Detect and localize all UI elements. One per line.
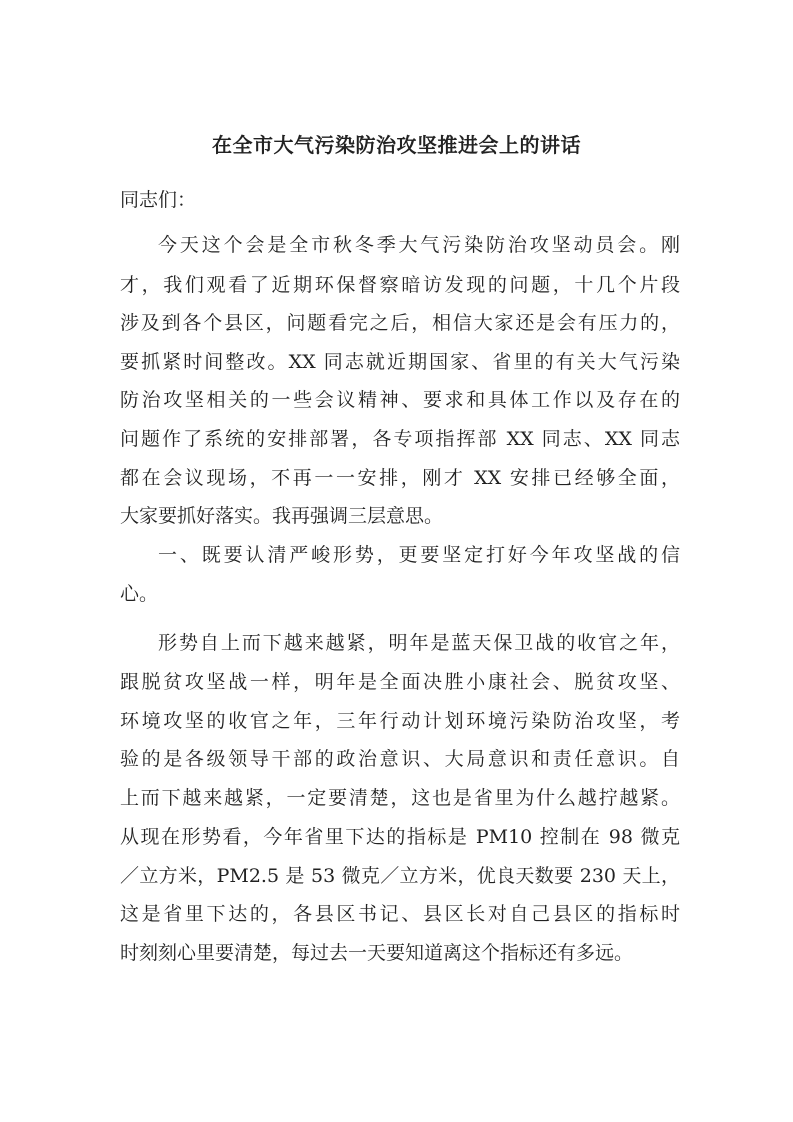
paragraph-line: 问题作了系统的安排部署，各专项指挥部 XX 同志、XX 同志 — [120, 428, 680, 450]
paragraph-line: ／立方米，PM2.5 是 53 微克／立方米，优良天数要 230 天上， — [120, 865, 680, 887]
paragraph-line: 大家要抓好落实。我再强调三层意思。 — [120, 505, 444, 527]
paragraph-line: 上而下越来越紧，一定要清楚，这也是省里为什么越拧越紧。 — [120, 787, 680, 809]
paragraph-line: 一、既要认清严峻形势，更要坚定打好今年攻坚战的信 — [158, 544, 680, 566]
paragraph-line: 这是省里下达的，各县区书记、县区长对自己县区的指标时 — [120, 903, 680, 925]
paragraph-line: 才，我们观看了近期环保督察暗访发现的问题，十几个片段 — [120, 274, 680, 296]
paragraph-line: 验的是各级领导干部的政治意识、大局意识和责任意识。自 — [120, 748, 680, 770]
paragraph-line: 环境攻坚的收官之年，三年行动计划环境污染防治攻坚，考 — [120, 710, 680, 732]
paragraph-line: 今天这个会是全市秋冬季大气污染防治攻坚动员会。刚 — [158, 234, 680, 256]
paragraph-line: 心。 — [120, 583, 159, 605]
paragraph-line: 防治攻坚相关的一些会议精神、要求和具体工作以及存在的 — [120, 389, 680, 411]
paragraph-line: 从现在形势看，今年省里下达的指标是 PM10 控制在 98 微克 — [120, 826, 680, 848]
paragraph-line: 跟脱贫攻坚战一样，明年是全面决胜小康社会、脱贫攻坚、 — [120, 671, 680, 693]
paragraph-line: 时刻刻心里要清楚，每过去一天要知道离这个指标还有多远。 — [120, 942, 634, 964]
paragraph-line: 涉及到各个县区，问题看完之后，相信大家还是会有压力的， — [120, 312, 680, 334]
paragraph-line: 形势自上而下越来越紧，明年是蓝天保卫战的收官之年， — [158, 632, 680, 654]
salutation: 同志们： — [120, 189, 197, 211]
document-title: 在全市大气污染防治攻坚推进会上的讲话 — [212, 133, 581, 157]
paragraph-line: 都在会议现场，不再一一安排，刚才 XX 安排已经够全面， — [120, 467, 680, 489]
paragraph-line: 要抓紧时间整改。XX 同志就近期国家、省里的有关大气污染 — [120, 351, 680, 373]
